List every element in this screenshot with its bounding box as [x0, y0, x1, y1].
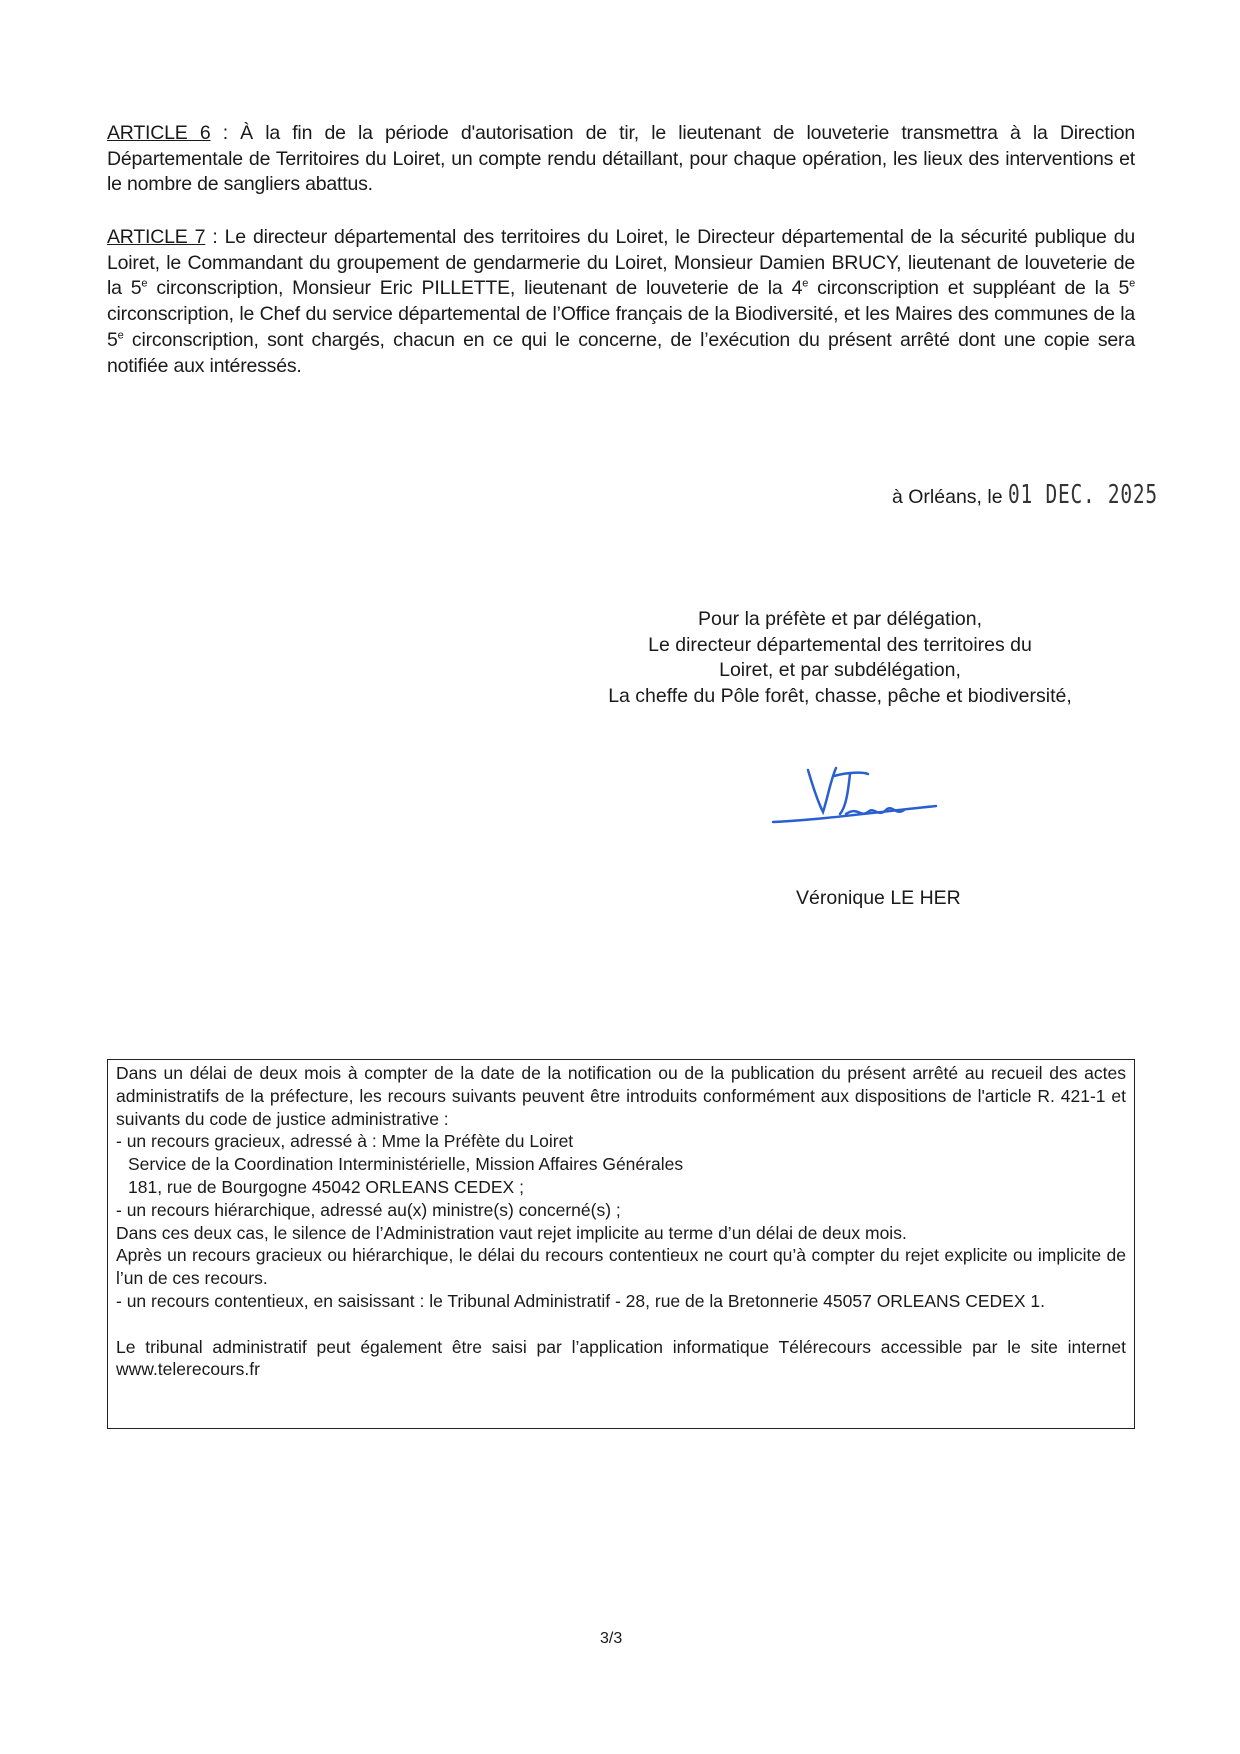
signature-line: Pour la préfète et par délégation,: [697, 608, 983, 630]
recours-notice-box: [107, 1059, 1135, 1429]
article-7-text: : Le directeur départemental des territoires du Loiret, le Directeur départemental de la sécurité publique du Loiret, le Commandant du groupement de gendarmerie du Loiret, Monsieur Damien BRUCY, lieutenant de louveterie de la 5: [107, 226, 1135, 300]
notice-text: 181, rue de Bourgogne 45042 ORLEANS CEDEX ;: [128, 1176, 524, 1197]
signature-line: Loiret, et par subdélégation,: [719, 659, 961, 682]
article-7-label: ARTICLE 7: [107, 226, 206, 248]
article-7: [107, 225, 1135, 379]
signature-line: La cheffe du Pôle forêt, chasse, pêche et biodiversité,: [608, 685, 1072, 708]
article-6-text: : À la fin de la période d'autorisation de tir, le lieutenant de louveterie transmettra à la Direction Départementale de Territoires du Loiret, un compte rendu détaillant, pour chaque opération, les lieux des interventions et le nombre de sangliers abattus.: [107, 122, 1135, 196]
notice-text: Service de la Coordination Interministérielle, Mission Affaires Générales: [128, 1154, 684, 1175]
signature-line: Le directeur départemental des territoires du: [648, 633, 1032, 656]
date-line: [892, 480, 1208, 510]
article-7-text: circonscription, le Chef du service départemental de l’Office français de la Biodiversité, et les Maires des communes de la 5: [107, 303, 1135, 351]
superscript: e: [1129, 277, 1136, 290]
date-prefix: à Orléans, le: [892, 486, 1008, 508]
notice-text: Après un recours gracieux ou hiérarchique, le délai du recours contentieux ne court qu’à compter du rejet explicite ou implicite de l’un de ces recours.: [116, 1245, 1126, 1289]
superscript: e: [802, 277, 809, 290]
notice-text: Dans un délai de deux mois à compter de la date de la notification ou de la publication du présent arrêté au recueil des actes administratifs de la préfecture, les recours suivants peuvent être introduits conformément aux dispositions de l'article R. 421-1 et suivants du code de justice administrative :: [116, 1063, 1126, 1129]
notice-text: - un recours hiérarchique, adressé au(x) ministre(s) concerné(s) ;: [116, 1199, 621, 1220]
article-6: [107, 121, 1135, 198]
notice-text: Dans ces deux cas, le silence de l’Administration vaut rejet implicite au terme d’un délai de deux mois.: [116, 1222, 907, 1243]
article-7-text: circonscription et suppléant de la 5: [808, 277, 1130, 300]
superscript: e: [141, 277, 148, 290]
article-7-text: circonscription, sont chargés, chacun en ce qui le concerne, de l’exécution du présent arrêté dont une copie sera notifiée aux intéressés.: [107, 328, 1135, 377]
article-6-label: ARTICLE 6: [107, 122, 211, 144]
superscript: e: [117, 329, 124, 342]
signature-block: [560, 607, 1120, 710]
date-stamp: 01 DEC. 2025: [1007, 480, 1158, 510]
notice-text: Le tribunal administratif peut également être saisi par l’application informatique Télérecours accessible par le site internet www.telerecours.fr: [116, 1336, 1126, 1380]
article-7-text: circonscription, Monsieur Eric PILLETTE, lieutenant de louveterie de la 4: [147, 277, 803, 300]
notice-text: - un recours gracieux, adressé à : Mme la Préfète du Loiret: [116, 1131, 574, 1152]
handwritten-signature: [768, 762, 938, 832]
notice-text: - un recours contentieux, en saisissant : le Tribunal Administratif - 28, rue de la Bretonnerie 45057 ORLEANS CEDEX 1.: [116, 1290, 1045, 1311]
page-number: 3/3: [600, 1630, 623, 1647]
signer-name: Véronique LE HER: [796, 887, 961, 909]
